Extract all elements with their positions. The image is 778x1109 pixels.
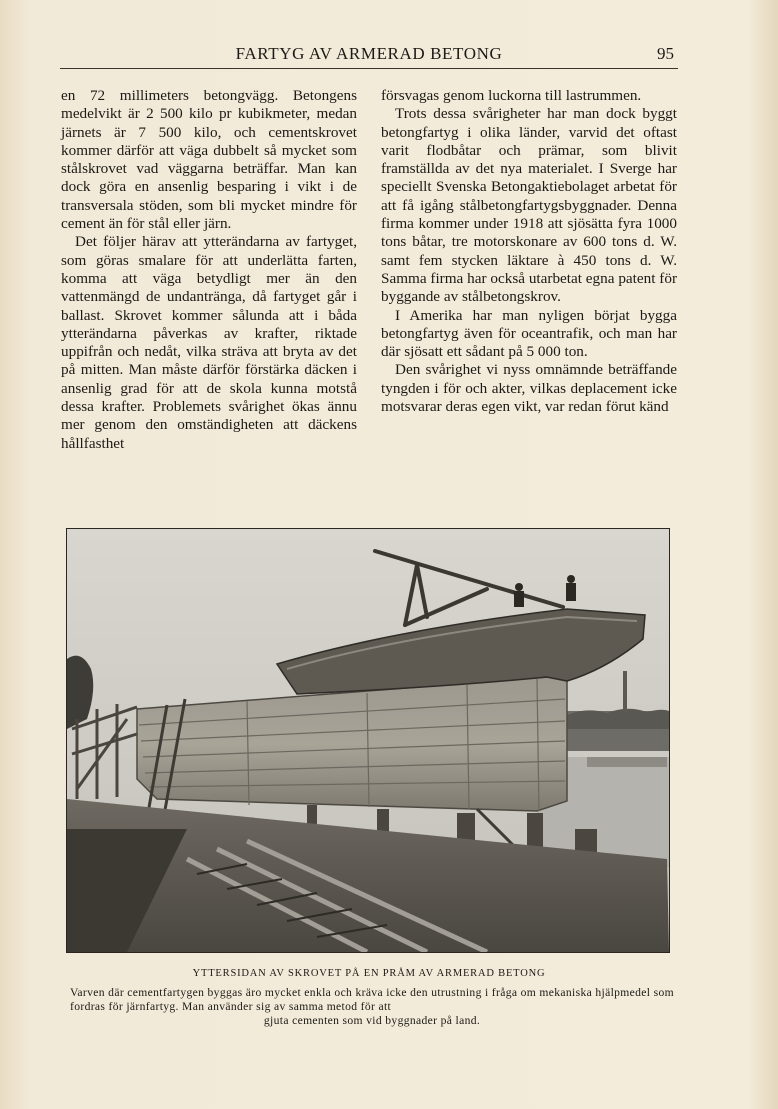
page-number: 95 [657, 44, 674, 63]
running-header [60, 44, 678, 69]
left-column [61, 87, 357, 453]
paragraph: Den svårighet vi nyss omnämnde beträffande tyngden i för och akter, vilkas deplacement icke motsvarar deras egen vikt, var redan förut känd [381, 361, 677, 416]
photo-illustration [67, 529, 669, 952]
paragraph: Trots dessa svårigheter har man dock byggt betongfartyg i olika länder, varvid det oftast varit flodbåtar och prämar, som blivit framställda av det nya materialet. I Sverge har speciellt Svenska Betongaktiebolaget arbetat för att få igång stålbetongfartygsbyggnader. Denna firma kommer under 1918 att sjösätta fyra 1000 tons båtar, tre motorskonare av 600 tons d. W. samt fem stycken läktare à 450 tons d. W. Samma firma har också utarbetat egna patent för byggande av stålbetongskrov. [381, 105, 677, 306]
paragraph: Det följer härav att ytterändarna av fartyget, som göras smalare för att underlätta farten, komma att väga betydligt mer än den vattenmängd de undantränga, då fartyget går i ballast. Skrovet kommer sålunda att i båda ytterändarna påverkas av krafter, riktade uppifrån och nedåt, vilka sträva att bryta av det på mitten. Man måste därför förstärka däcken i ansenlig grad för att de skola kunna motstå dessa krafter. Problemets svårighet ökas ännu mer genom den omständigheten att däckens hållfasthet [61, 233, 357, 452]
figure-caption [70, 986, 674, 1028]
caption-body: Varven där cementfartygen byggas äro mycket enkla och kräva icke den utrustning i fråga om mekaniska hjälpmedel som fordras för järnfartyg. Man använder sig av samma metod för att [70, 986, 674, 1013]
ship-hull-photograph [66, 528, 670, 953]
right-column [381, 87, 677, 416]
caption-last-line: gjuta cementen som vid byggnader på land. [263, 1014, 481, 1027]
paragraph: en 72 millimeters betongvägg. Betongens medelvikt är 2 500 kilo pr kubikmeter, medan järnets är 7 500 kilo, och cementskrovet kommer därför att väga dubbelt så mycket som stålskrovet vad väggarna beträffar. Man kan dock göra en ansenlig besparing i vikt i de transversala stöden, som bli mycket mindre för cement än för stål eller järn. [61, 87, 357, 233]
figure-caption-title: YTTERSIDAN AV SKROVET PÅ EN PRÅM AV ARMERAD BETONG [192, 968, 546, 979]
paragraph: I Amerika har man nyligen börjat bygga betongfartyg även för oceantrafik, och man har där sjösatt ett sådant på 5 000 ton. [381, 306, 677, 361]
paragraph: försvagas genom luckorna till lastrummen. [381, 87, 642, 104]
header-title: FARTYG AV ARMERAD BETONG [235, 44, 503, 63]
